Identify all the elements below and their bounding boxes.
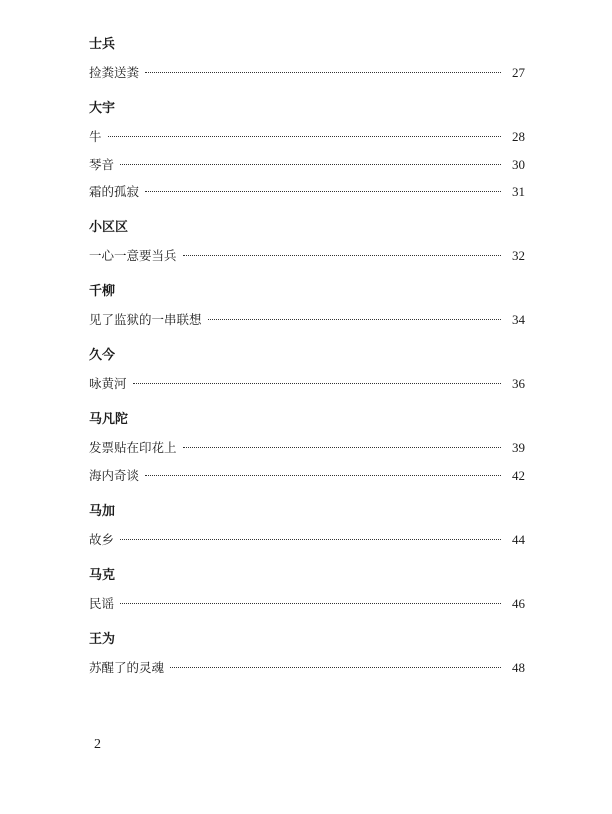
entry-title: 咏黄河: [89, 376, 127, 391]
entry-page-number: 44: [512, 531, 525, 547]
author-heading: 士兵: [89, 37, 116, 52]
entry-page-number: 39: [512, 440, 525, 455]
toc-entry[interactable]: [89, 659, 525, 677]
dot-leader: [183, 447, 501, 448]
toc-entry[interactable]: [89, 439, 525, 457]
entry-page-number: 48: [512, 659, 525, 675]
author-heading: 久今: [89, 348, 116, 363]
entry-title: 民谣: [89, 595, 115, 611]
entry-page-number: 27: [512, 65, 525, 80]
dot-leader: [183, 255, 501, 256]
entry-title: 见了监狱的一串联想: [89, 312, 202, 327]
entry-page-number: 34: [512, 312, 525, 327]
toc-entry[interactable]: [89, 375, 525, 393]
entry-page-number: 31: [512, 184, 525, 199]
entry-title: 一心一意要当兵: [89, 248, 177, 263]
toc-entry[interactable]: [89, 183, 525, 201]
entry-title: 霜的孤寂: [89, 184, 140, 199]
toc-section: [89, 283, 525, 329]
entry-page-number: 30: [512, 156, 525, 172]
dot-leader: [170, 667, 501, 668]
entry-title: 苏醒了的灵魂: [89, 659, 165, 675]
entry-page-number: 28: [512, 129, 525, 144]
toc-entry[interactable]: [89, 311, 525, 329]
entry-page-number: 42: [512, 467, 525, 483]
author-heading: 小区区: [89, 220, 129, 235]
toc-section: [89, 567, 525, 613]
dot-leader: [145, 191, 501, 192]
author-heading: 王为: [89, 631, 116, 647]
dot-leader: [145, 475, 501, 476]
dot-leader: [120, 603, 501, 604]
toc-section: [89, 36, 525, 82]
toc-section: [89, 503, 525, 549]
entry-title: 故乡: [89, 531, 115, 547]
dot-leader: [120, 164, 501, 165]
author-heading: 千柳: [89, 284, 116, 299]
toc-section: [89, 219, 525, 265]
entry-title: 捡粪送粪: [89, 65, 140, 80]
entry-title: 琴音: [89, 156, 115, 172]
dot-leader: [108, 136, 501, 137]
toc-entry[interactable]: [89, 156, 525, 174]
toc-section: [89, 100, 525, 201]
author-heading: 马加: [89, 503, 116, 519]
dot-leader: [145, 72, 501, 73]
toc-entry[interactable]: [89, 128, 525, 146]
entry-page-number: 36: [512, 376, 525, 391]
page-number: 2: [94, 737, 101, 752]
entry-title: 发票贴在印花上: [89, 440, 177, 455]
entry-title: 牛: [89, 129, 102, 144]
entry-page-number: 32: [512, 248, 525, 263]
toc-section: [89, 347, 525, 393]
toc-entry[interactable]: [89, 531, 525, 549]
dot-leader: [133, 383, 501, 384]
dot-leader: [208, 319, 501, 320]
entry-page-number: 46: [512, 595, 525, 611]
toc-entry[interactable]: [89, 247, 525, 265]
author-heading: 马克: [89, 567, 116, 583]
table-of-contents: [89, 36, 525, 695]
toc-entry[interactable]: [89, 595, 525, 613]
toc-section: [89, 631, 525, 677]
toc-entry[interactable]: [89, 467, 525, 485]
dot-leader: [120, 539, 501, 540]
entry-title: 海内奇谈: [89, 467, 140, 483]
toc-entry[interactable]: [89, 64, 525, 82]
author-heading: 马凡陀: [89, 412, 129, 427]
toc-section: [89, 411, 525, 485]
author-heading: 大宇: [89, 101, 116, 116]
